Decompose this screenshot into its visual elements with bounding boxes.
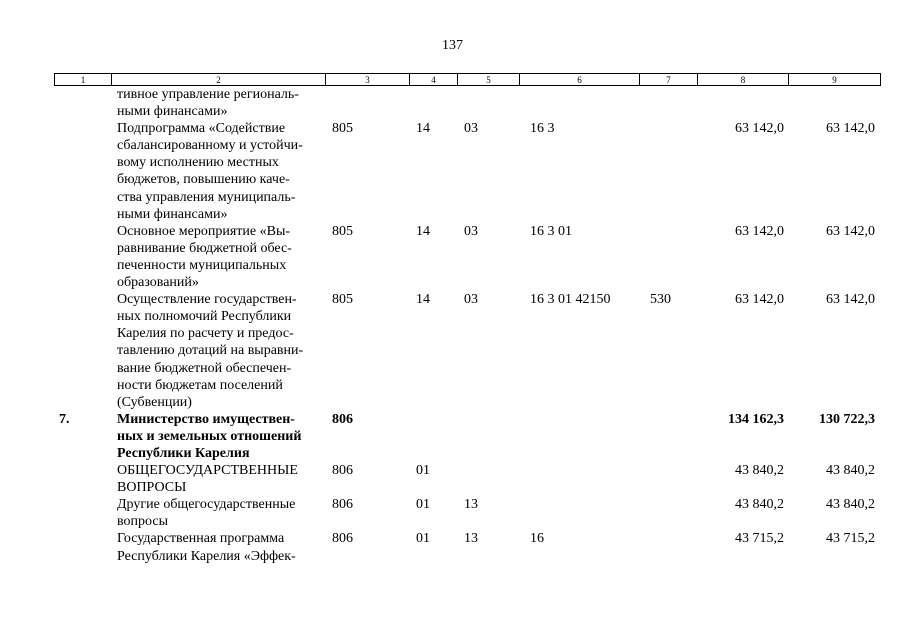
cell-subsection: 13 (464, 531, 478, 547)
row-name-line: вание бюджетной обеспечен- (117, 360, 292, 376)
cell-ministry-code: 806 (332, 463, 353, 479)
cell-subsection: 03 (464, 292, 478, 308)
column-number: 3 (326, 74, 410, 86)
row-name-line: равнивание бюджетной обес- (117, 240, 292, 256)
row-name-line: бюджетов, повышению каче- (117, 172, 290, 188)
cell-amount-year1: 43 715,2 (735, 531, 784, 547)
cell-amount-year1: 63 142,0 (735, 223, 784, 239)
cell-section: 14 (416, 292, 430, 308)
row-name (117, 291, 317, 411)
cell-amount-year2: 43 840,2 (826, 497, 875, 513)
row-name-line: ными финансами» (117, 104, 228, 120)
column-number: 4 (410, 74, 458, 86)
table-row (54, 223, 880, 291)
row-name (117, 120, 317, 223)
cell-amount-year1: 63 142,0 (735, 292, 784, 308)
row-name-line: тивное управление региональ- (117, 87, 299, 102)
row-name (117, 411, 317, 462)
budget-table-body (54, 86, 880, 565)
row-name-line: ных полномочий Республики (117, 309, 292, 325)
cell-amount-year2: 43 715,2 (826, 531, 875, 547)
row-name-line: Другие общегосударственные (117, 497, 296, 513)
row-name-line: ности бюджетам поселений (117, 377, 283, 393)
column-header-table (54, 73, 881, 86)
column-number: 9 (789, 74, 881, 86)
table-row (54, 530, 880, 564)
cell-section: 01 (416, 497, 430, 513)
cell-ministry-code: 805 (332, 292, 353, 308)
row-name (117, 86, 317, 120)
row-number: 7. (59, 411, 70, 427)
row-name-line: Министерство имуществен- (117, 411, 295, 427)
cell-expense-type: 530 (650, 292, 671, 308)
cell-amount-year1: 43 840,2 (735, 497, 784, 513)
table-row (54, 86, 880, 120)
column-number: 5 (458, 74, 520, 86)
cell-amount-year2: 130 722,3 (819, 411, 875, 427)
table-row (54, 496, 880, 530)
cell-section: 14 (416, 121, 430, 137)
cell-target-article: 16 3 01 42150 (530, 292, 611, 308)
cell-target-article: 16 (530, 531, 544, 547)
cell-subsection: 03 (464, 223, 478, 239)
cell-ministry-code: 805 (332, 121, 353, 137)
row-name-line: сбалансированному и устойчи- (117, 138, 303, 154)
row-name-line: образований» (117, 275, 199, 291)
row-name-line: тавлению дотаций на выравни- (117, 343, 304, 359)
cell-section: 01 (416, 531, 430, 547)
cell-amount-year2: 63 142,0 (826, 121, 875, 137)
cell-section: 14 (416, 223, 430, 239)
row-name-line: ными финансами» (117, 206, 228, 222)
row-name (117, 496, 317, 530)
column-number: 8 (698, 74, 789, 86)
cell-amount-year2: 43 840,2 (826, 463, 875, 479)
page-number: 137 (442, 38, 463, 53)
row-name-line: (Субвенции) (117, 394, 192, 410)
row-name-line: ства управления муниципаль- (117, 189, 296, 205)
row-name-line: ОБЩЕГОСУДАРСТВЕННЫЕ (117, 463, 298, 479)
cell-ministry-code: 805 (332, 223, 353, 239)
table-row (54, 120, 880, 223)
row-name-line: Государственная программа (117, 531, 285, 547)
cell-section: 01 (416, 463, 430, 479)
cell-ministry-code: 806 (332, 411, 353, 427)
row-name-line: вому исполнению местных (117, 155, 279, 171)
row-name-line: ных и земельных отношений (117, 428, 302, 444)
column-number-row (55, 74, 881, 86)
row-name-line: Карелия по расчету и предос- (117, 326, 294, 342)
row-name-line: Республики Карелия «Эффек- (117, 548, 296, 564)
column-number: 6 (520, 74, 640, 86)
row-name-line: ВОПРОСЫ (117, 480, 187, 496)
row-name (117, 462, 317, 496)
cell-target-article: 16 3 01 (530, 223, 572, 239)
row-name (117, 530, 317, 564)
row-name-line: печенности муниципальных (117, 257, 287, 273)
cell-subsection: 13 (464, 497, 478, 513)
cell-ministry-code: 806 (332, 497, 353, 513)
cell-amount-year1: 43 840,2 (735, 463, 784, 479)
row-name-line: вопросы (117, 514, 168, 530)
cell-amount-year2: 63 142,0 (826, 223, 875, 239)
row-name-line: Основное мероприятие «Вы- (117, 223, 291, 239)
table-row (54, 462, 880, 496)
cell-amount-year1: 63 142,0 (735, 121, 784, 137)
column-number: 1 (55, 74, 112, 86)
column-number: 2 (112, 74, 326, 86)
row-name-line: Республики Карелия (117, 445, 250, 461)
cell-target-article: 16 3 (530, 121, 555, 137)
cell-ministry-code: 806 (332, 531, 353, 547)
column-number: 7 (640, 74, 698, 86)
cell-amount-year2: 63 142,0 (826, 292, 875, 308)
table-row (54, 411, 880, 462)
row-name-line: Подпрограмма «Содействие (117, 121, 286, 137)
cell-subsection: 03 (464, 121, 478, 137)
table-row (54, 291, 880, 411)
cell-amount-year1: 134 162,3 (728, 411, 784, 427)
row-name-line: Осуществление государствен- (117, 292, 297, 308)
row-name (117, 223, 317, 291)
